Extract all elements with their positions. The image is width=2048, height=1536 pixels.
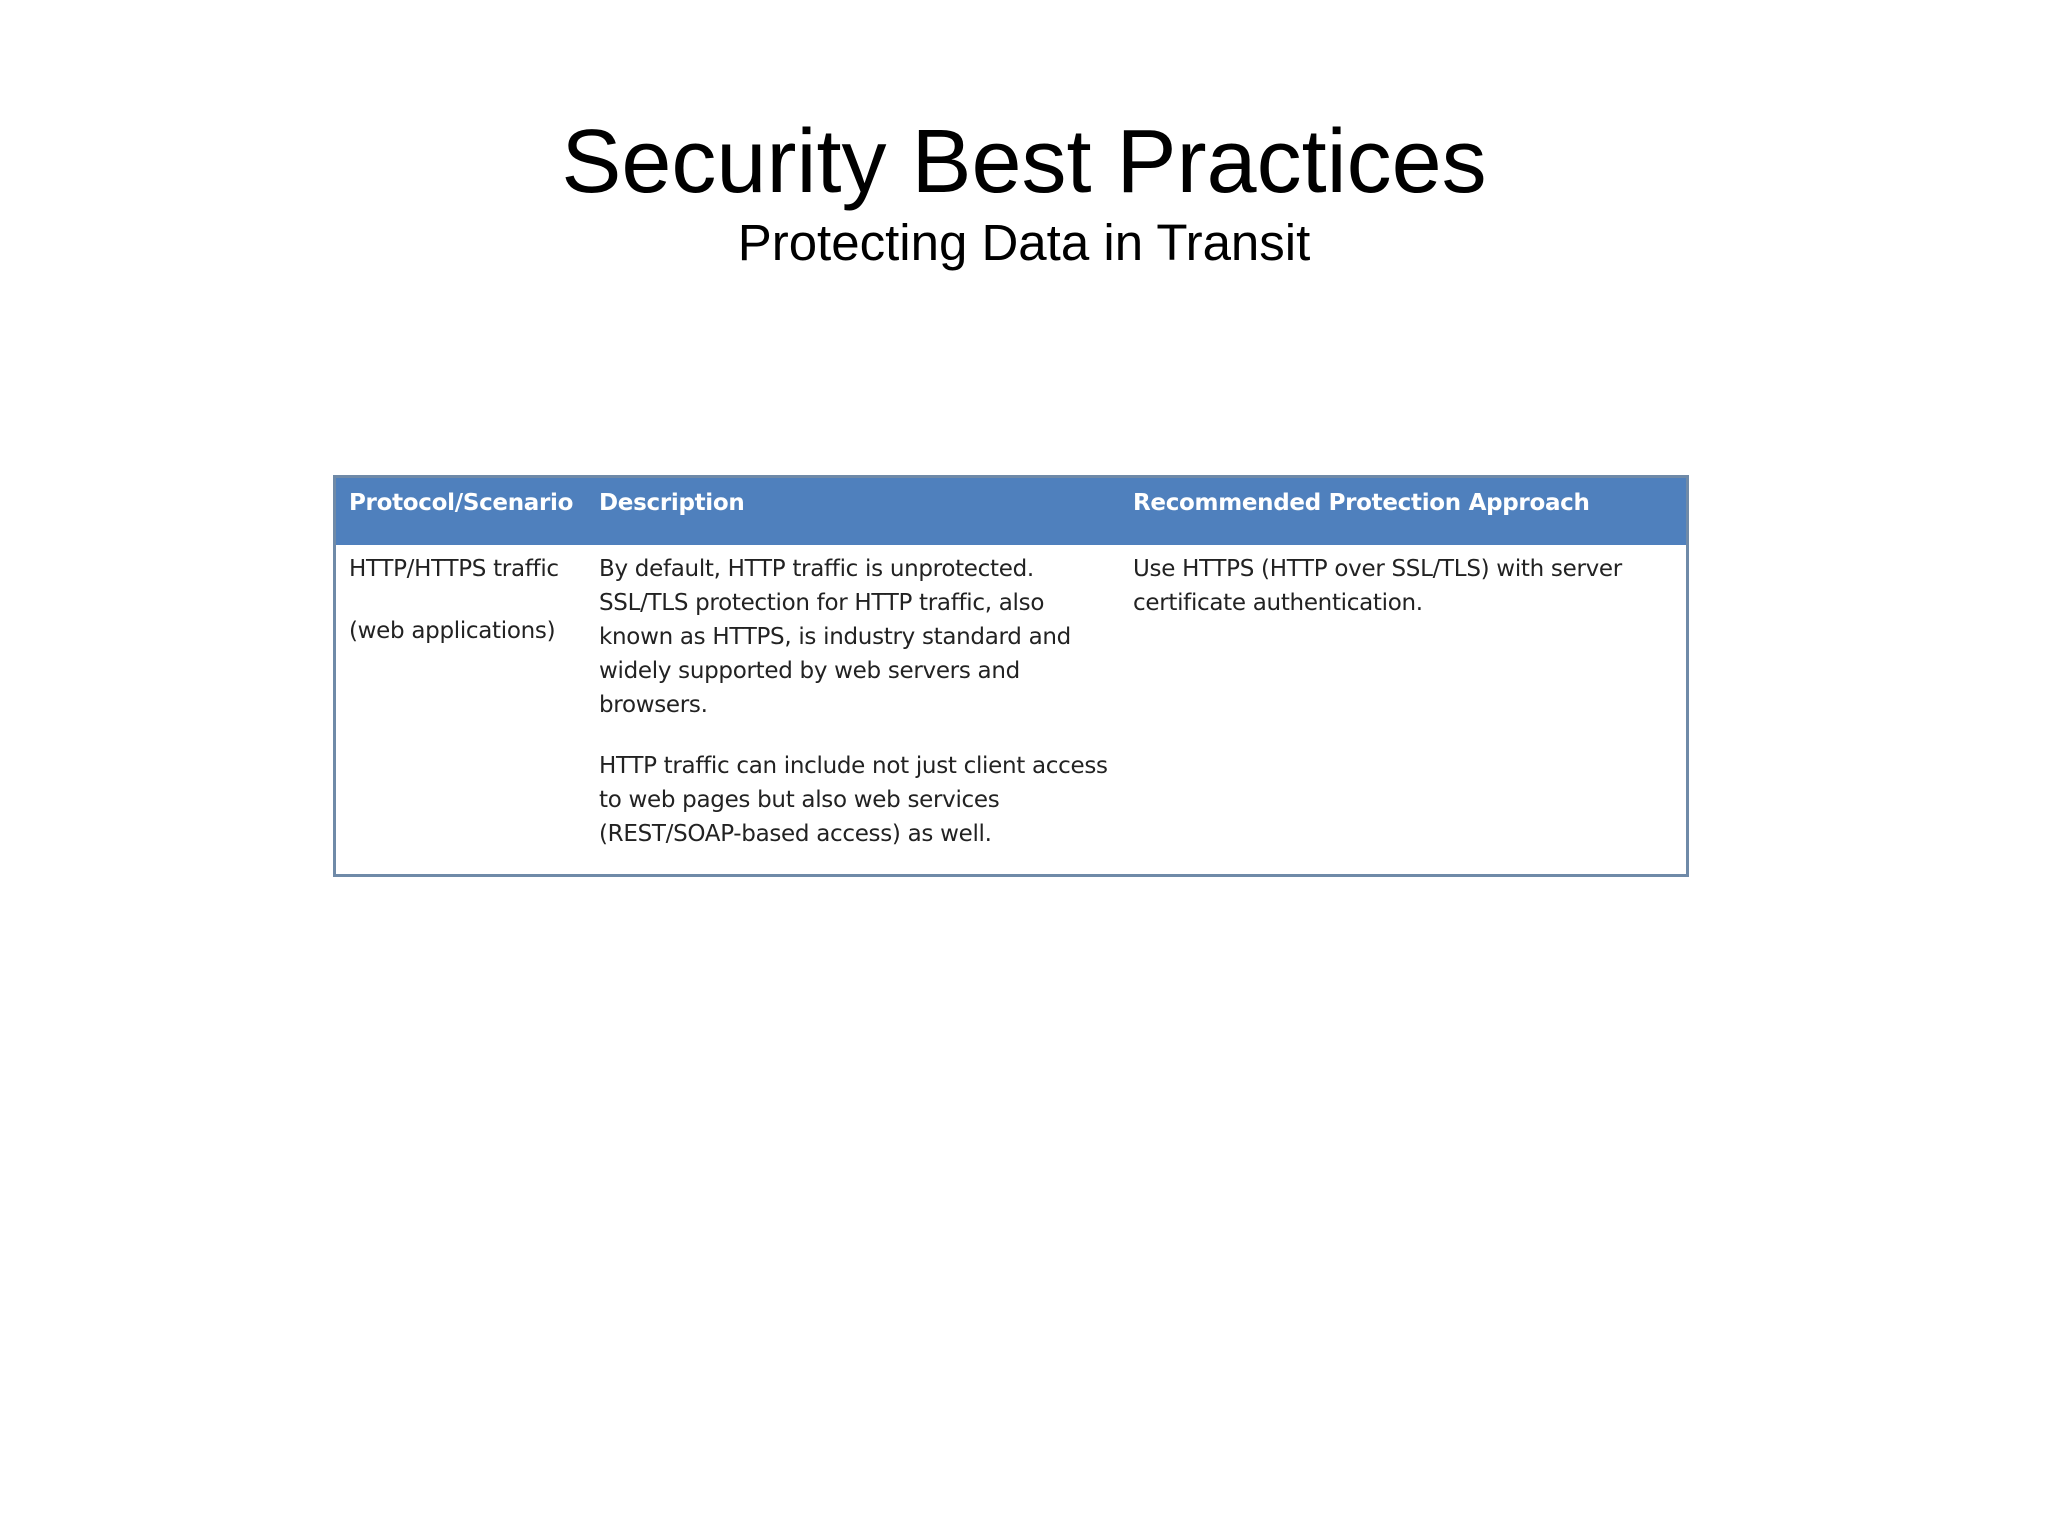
description-line: By default, HTTP traffic is unprotected. [599,556,1034,582]
description-line: widely supported by web servers and [599,658,1020,684]
description-line: to web pages but also web services [599,787,1000,813]
cell-description-paragraph-1 [599,552,1071,722]
protection-table [333,475,1689,877]
approach-line: Use HTTPS (HTTP over SSL/TLS) with server [1133,556,1622,582]
header-description: Description [599,490,745,516]
cell-scenario-name: HTTP/HTTPS traffic [349,556,559,582]
cell-recommended-approach [1133,552,1622,620]
description-line: known as HTTPS, is industry standard and [599,624,1071,650]
slide-subtitle: Protecting Data in Transit [737,214,1311,271]
header-protocol-scenario: Protocol/Scenario [349,490,574,516]
table-header-row [336,478,1686,545]
description-line: SSL/TLS protection for HTTP traffic, also [599,590,1045,616]
approach-line: certificate authentication. [1133,590,1423,616]
description-line: HTTP traffic can include not just client access [599,753,1108,779]
description-line: browsers. [599,692,708,718]
cell-scenario-context: (web applications) [349,618,556,644]
cell-description-paragraph-2 [599,749,1108,851]
slide-title: Security Best Practices [561,112,1487,212]
header-recommended-approach: Recommended Protection Approach [1133,490,1590,516]
description-line: (REST/SOAP-based access) as well. [599,821,992,847]
